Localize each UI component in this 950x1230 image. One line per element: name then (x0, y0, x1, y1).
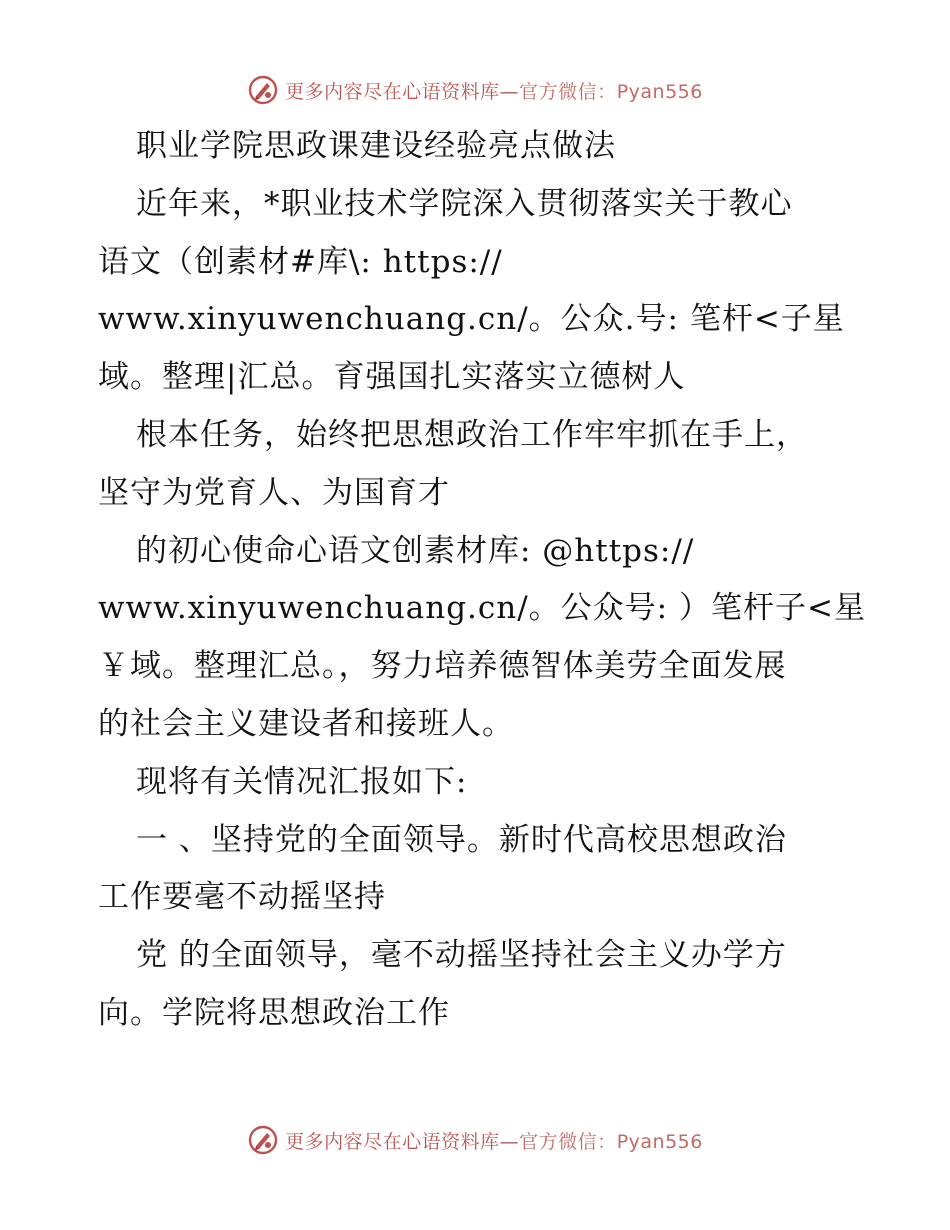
header-watermark-text (285, 77, 703, 104)
paragraph-line: 根本任务，始终把思想政治工作牢牢抓在手上， (136, 416, 808, 453)
footer-separator: — (499, 1130, 520, 1153)
header-wechat-label: 官方微信： (519, 80, 617, 103)
document-title: 职业学院思政课建设经验亮点做法 (136, 128, 616, 164)
paragraph-line: 域。整理|汇总。育强国扎实落实立德树人 (98, 359, 686, 396)
paragraph-line: www.xinyuwenchuang.cn/。公众号: ）笔杆子<星 (98, 590, 866, 627)
footer-wechat-label: 官方微信： (519, 1130, 617, 1153)
paragraph-line: 的社会主义建设者和接班人。 (98, 705, 514, 742)
paragraph-line: www.xinyuwenchuang.cn/。公众.号: 笔杆<子星 (98, 301, 845, 338)
pen-logo-icon (247, 74, 279, 106)
footer-wechat-id: Pyan556 (616, 1130, 703, 1153)
paragraph-line: 工作要毫不动摇坚持 (98, 879, 386, 916)
paragraph-line: 语文（创素材#库\: https:// (98, 243, 503, 280)
header-separator: — (499, 80, 520, 103)
paragraph-line: 现将有关情况汇报如下: (136, 763, 468, 800)
paragraph-line: 近年来，*职业技术学院深入贯彻落实关于教心 (136, 185, 793, 222)
header-wechat-id: Pyan556 (616, 80, 703, 103)
footer-watermark-banner (0, 1120, 950, 1160)
paragraph-line: 党 的全面领导，毫不动摇坚持社会主义办学方 (136, 937, 787, 974)
footer-watermark-text (285, 1127, 703, 1154)
footer-site-text: 更多内容尽在心语资料库 (285, 1130, 500, 1153)
header-watermark-banner (0, 70, 950, 110)
paragraph-line: ￥域。整理汇总。，努力培养德智体美劳全面发展 (98, 648, 787, 685)
pen-logo-icon (247, 1124, 279, 1156)
paragraph-line: 向。学院将思想政治工作 (98, 994, 450, 1031)
paragraph-line: 坚守为党育人、为国育才 (98, 474, 450, 511)
paragraph-line: 的初心使命心语文创素材库: @https:// (136, 532, 695, 569)
document-body (98, 118, 866, 1043)
section-heading-line: 一 、坚持党的全面领导。新时代高校思想政治 (136, 821, 787, 858)
header-site-text: 更多内容尽在心语资料库 (285, 80, 500, 103)
